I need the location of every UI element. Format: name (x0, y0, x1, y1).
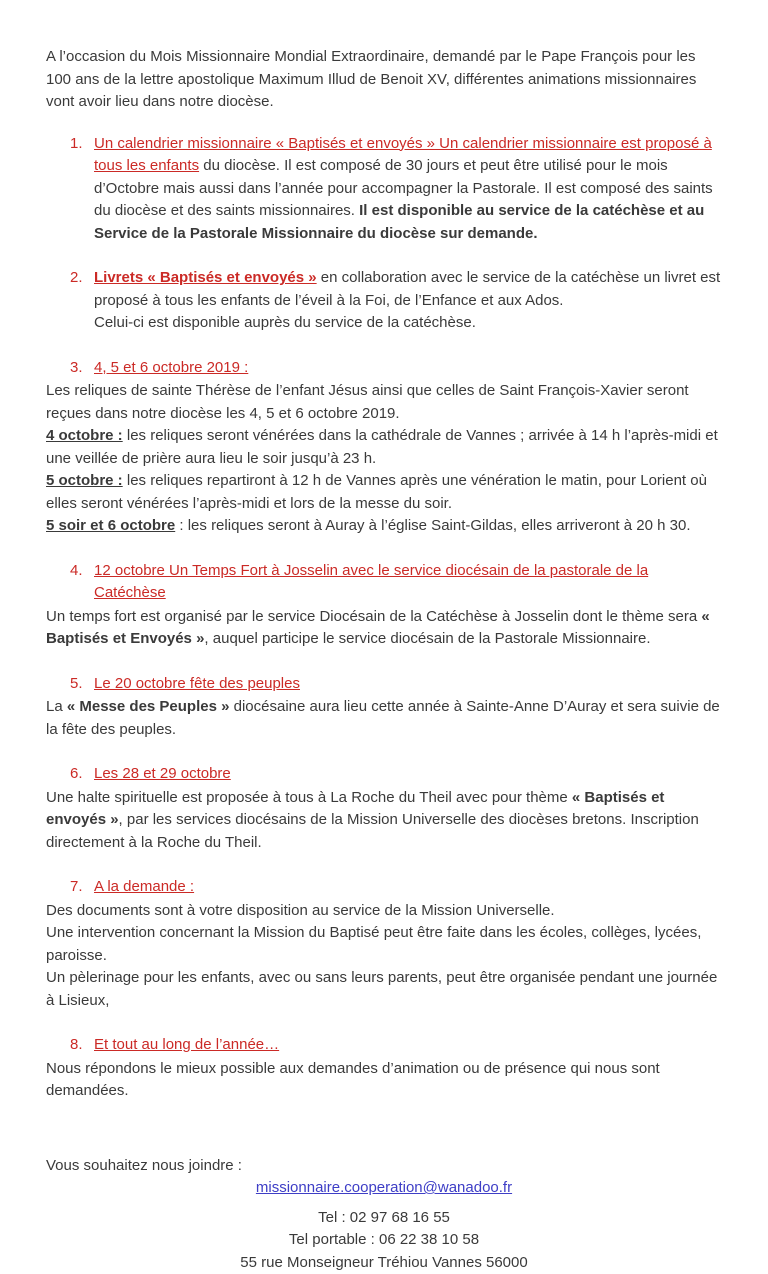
item-6-body (46, 787, 722, 855)
text-run: A la demande : (94, 878, 194, 895)
text-run: Une halte spirituelle est proposée à tous à La Roche du Theil avec pour thème (46, 789, 572, 806)
text-run: Des documents sont à votre disposition au service de la Mission Universelle. (46, 902, 555, 919)
text-run: A l’occasion du Mois Missionnaire Mondial Extraordinaire, demandé par le Pape François pour les 100 ans de la lettre apostolique Maximum Illud de Benoit XV, différentes animations missionnaires vont avoir lieu dans notre diocèse. (46, 48, 696, 110)
list-item-8-heading (94, 1034, 722, 1057)
list-item-3 (46, 357, 722, 380)
text-run: Un calendrier missionnaire « Baptisés et envoyés » Un calendrier missionnaire est proposé à tous les enfants (94, 135, 712, 175)
text-run: du diocèse. Il est composé de 30 jours et peut être utilisé pour le mois d’Octobre mais aussi dans l’année pour accompagner la Pastorale. Il est composé des saints du diocèse et des saints missionnaires. (94, 157, 713, 219)
text-run: 5 soir et 6 octobre (46, 517, 175, 534)
list-number-7: 7. (46, 876, 94, 899)
text-run: Il est disponible au service de la catéchèse et au Service de la Pastorale Missionnaire du diocèse sur demande. (94, 202, 704, 242)
text-run: 4, 5 et 6 octobre 2019 : (94, 359, 248, 376)
text-run: Livrets « Baptisés et envoyés » (94, 269, 317, 286)
list-number-2: 2. (46, 267, 94, 335)
text-run: 4 octobre : (46, 427, 123, 444)
contact-mobile: Tel portable : 06 22 38 10 58 (46, 1229, 722, 1252)
list-item-5-heading (94, 673, 722, 696)
item-5-body (46, 696, 722, 741)
text-run: Celui-ci est disponible auprès du service de la catéchèse. (94, 314, 476, 331)
list-item-1 (46, 133, 722, 246)
list-item-2 (46, 267, 722, 335)
text-run: en collaboration avec le service de la catéchèse un livret est proposé à tous les enfants de l’éveil à la Foi, de l’Enfance et aux Ados. (94, 269, 720, 309)
list-item-3-heading (94, 357, 722, 380)
list-item-7 (46, 876, 722, 899)
text-run: , par les services diocésains de la Mission Universelle des diocèses bretons. Inscription directement à la Roche du Theil. (46, 811, 699, 851)
text-run: Les reliques de sainte Thérèse de l’enfant Jésus ainsi que celles de Saint François-Xavier seront reçues dans notre diocèse les 4, 5 et 6 octobre 2019. (46, 382, 689, 422)
text-run: Un pèlerinage pour les enfants, avec ou sans leurs parents, peut être organisée pendant une journée à Lisieux, (46, 969, 717, 1009)
list-item-7-heading (94, 876, 722, 899)
text-run: 12 octobre Un Temps Fort à Josselin avec le service diocésain de la pastorale de la Catéchèse (94, 562, 648, 602)
text-run: , auquel participe le service diocésain de la Pastorale Missionnaire. (204, 630, 650, 647)
list-item-8 (46, 1034, 722, 1057)
contact-prompt: Vous souhaitez nous joindre : (46, 1155, 722, 1178)
text-run: Un temps fort est organisé par le service Diocésain de la Catéchèse à Josselin dont le thème sera (46, 608, 701, 625)
list-number-8: 8. (46, 1034, 94, 1057)
item-7-body (46, 900, 722, 1013)
list-item-4-heading (94, 560, 722, 605)
list-item-5 (46, 673, 722, 696)
text-run: Le 20 octobre fête des peuples (94, 675, 300, 692)
list-item-6 (46, 763, 722, 786)
text-run: La (46, 698, 67, 715)
text-run: : les reliques seront à Auray à l’église Saint-Gildas, elles arriveront à 20 h 30. (175, 517, 690, 534)
item-8-body (46, 1058, 722, 1103)
text-run: Et tout au long de l’année… (94, 1036, 279, 1053)
text-run: les reliques seront vénérées dans la cathédrale de Vannes ; arrivée à 14 h l’après-midi et une veillée de prière aura lieu le soir jusqu’à 23 h. (46, 427, 718, 467)
contact-tel: Tel : 02 97 68 16 55 (46, 1207, 722, 1230)
intro-paragraph (46, 46, 722, 114)
list-number-1: 1. (46, 133, 94, 246)
list-number-3: 3. (46, 357, 94, 380)
text-run: les reliques repartiront à 12 h de Vannes après une vénération le matin, pour Lorient où elles seront vénérées l’après-midi et lors de la messe du soir. (46, 472, 707, 512)
contact-address: 55 rue Monseigneur Tréhiou Vannes 56000 (46, 1252, 722, 1274)
item-4-body (46, 606, 722, 651)
text-run: Les 28 et 29 octobre (94, 765, 231, 782)
list-item-6-heading (94, 763, 722, 786)
list-number-5: 5. (46, 673, 94, 696)
text-run: « Baptisés et Envoyés » (46, 608, 710, 648)
list-item-2-text (94, 267, 722, 335)
text-run: Nous répondons le mieux possible aux demandes d’animation ou de présence qui nous sont demandées. (46, 1060, 660, 1100)
list-number-6: 6. (46, 763, 94, 786)
list-item-4 (46, 560, 722, 605)
list-item-1-text (94, 133, 722, 246)
text-run: diocésaine aura lieu cette année à Sainte-Anne D’Auray et sera suivie de la fête des peuples. (46, 698, 720, 738)
text-run: 5 octobre : (46, 472, 123, 489)
contact-email-line (46, 1177, 722, 1200)
email-link[interactable]: missionnaire.cooperation@wanadoo.fr (256, 1179, 512, 1196)
list-number-4: 4. (46, 560, 94, 605)
text-run: « Baptisés et envoyés » (46, 789, 664, 829)
text-run: « Messe des Peuples » (67, 698, 230, 715)
text-run: Une intervention concernant la Mission du Baptisé peut être faite dans les écoles, collèges, lycées, paroisse. (46, 924, 701, 964)
item-3-body (46, 380, 722, 538)
